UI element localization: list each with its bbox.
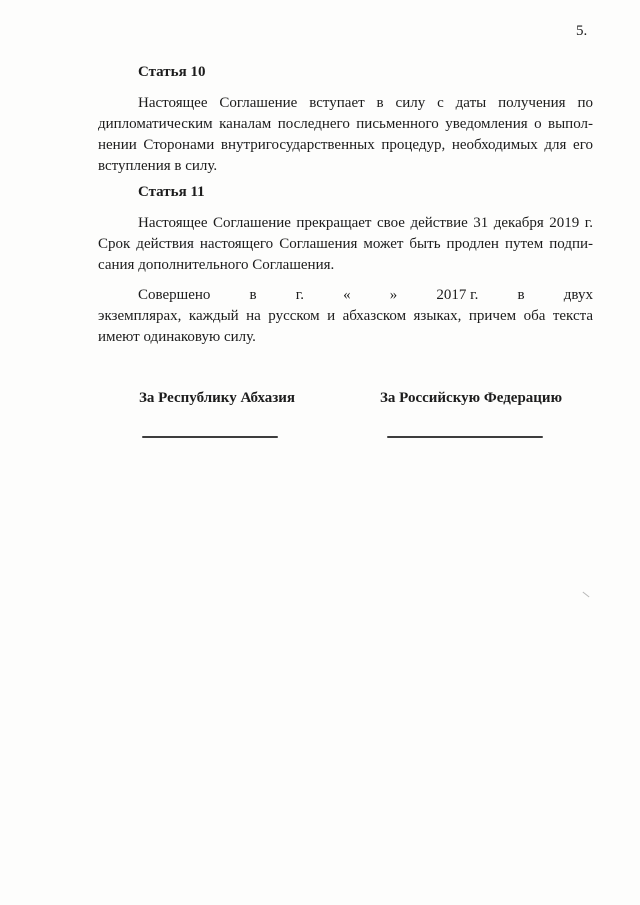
paragraph-line: Настоящее Соглашение прекращает свое действие 31 декабря 2019 г. bbox=[138, 215, 593, 231]
scan-artifact bbox=[583, 592, 590, 598]
execution-line-part: двух bbox=[563, 287, 593, 303]
signature-labels-row bbox=[98, 388, 593, 409]
signature-line-russia bbox=[387, 436, 543, 438]
execution-year: 2017 г. bbox=[436, 287, 479, 303]
paragraph-line: вступления в силу. bbox=[98, 158, 218, 174]
quote-open-placeholder: « bbox=[343, 287, 351, 303]
signature-line-abkhazia bbox=[142, 436, 278, 438]
article-10-heading: Статья 10 bbox=[138, 64, 206, 80]
signature-label-abkhazia: За Республику Абхазия bbox=[139, 390, 296, 406]
paragraph-line: экземплярах, каждый на русском и абхазском языках, причем оба текста bbox=[98, 308, 593, 324]
paragraph-line: сания дополнительного Соглашения. bbox=[98, 257, 335, 273]
execution-blank-line bbox=[98, 285, 593, 306]
article-11-heading: Статья 11 bbox=[138, 184, 205, 200]
quote-close-placeholder: » bbox=[389, 287, 398, 303]
execution-line-part: Совершено bbox=[138, 287, 211, 303]
execution-line-part: г. bbox=[295, 287, 304, 303]
execution-line-part: в bbox=[517, 287, 525, 303]
paragraph-line: Настоящее Соглашение вступает в силу с даты получения по bbox=[138, 95, 593, 111]
article-10-paragraph bbox=[98, 93, 593, 177]
paragraph-line: имеют одинаковую силу. bbox=[98, 329, 256, 345]
signature-label-russia: За Российскую Федерацию bbox=[380, 390, 563, 406]
execution-line-part: в bbox=[249, 287, 257, 303]
paragraph-line: Срок действия настоящего Соглашения может быть продлен путем подпи- bbox=[98, 236, 593, 252]
paragraph-line: нении Сторонами внутригосударственных процедур, необходимых для его bbox=[98, 137, 593, 153]
article-11-paragraph bbox=[98, 213, 593, 276]
execution-paragraph bbox=[98, 285, 593, 348]
paragraph-line: дипломатическим каналам последнего письменного уведомления о выпол- bbox=[98, 116, 593, 132]
page-number: 5. bbox=[576, 23, 588, 39]
